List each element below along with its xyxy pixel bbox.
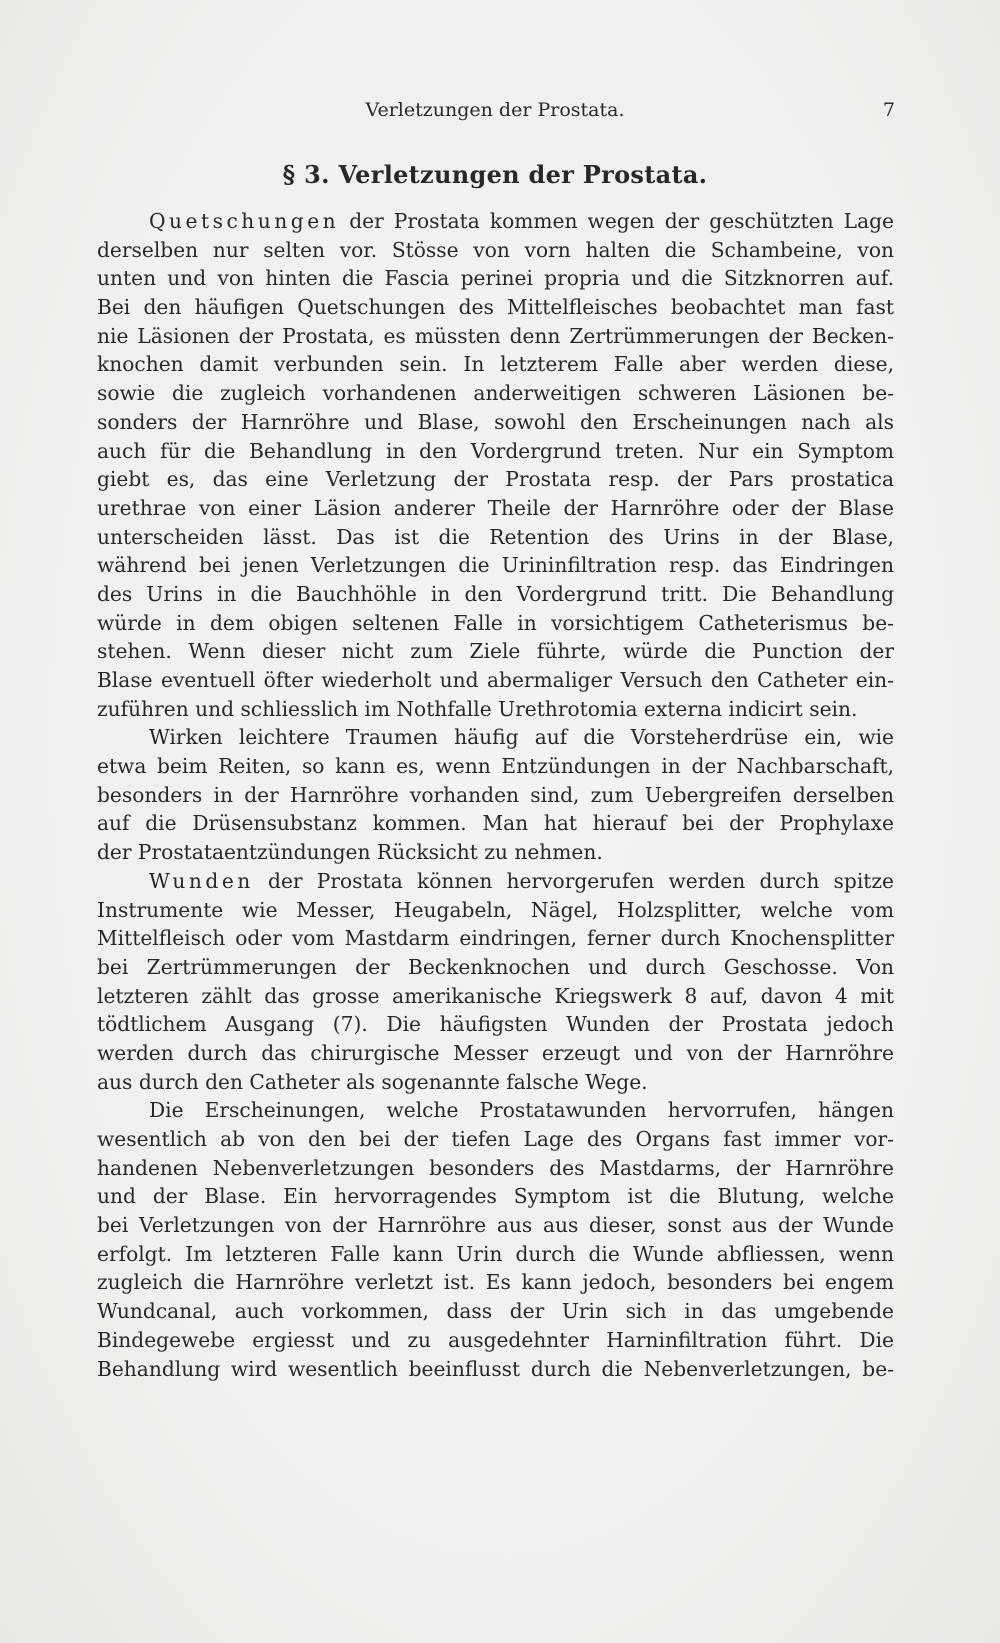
text-line: wesentlich ab von den bei der tiefen Lage des Organs fast immer vor- (97, 1127, 894, 1151)
text-line: letzteren zählt das grosse amerikanische Kriegswerk 8 auf, davon 4 mit (97, 983, 894, 1008)
text-line (97, 867, 894, 896)
text-line: des Urins in die Bauchhöhle in den Vordergrund tritt. Die Behandlung (97, 581, 894, 606)
text-line: Behandlung wird wesentlich beeinflusst durch die Nebenverletzungen, be- (97, 1356, 894, 1381)
lead-word: Wunden (149, 868, 254, 893)
text-line: Blase eventuell öfter wiederholt und abermaliger Versuch den Catheter ein- (97, 668, 894, 692)
line-rest: der Prostata können hervorgerufen werden durch spitze (253, 868, 894, 893)
text-line: unterscheiden lässt. Das ist die Retention des Urins in der Blase, (97, 524, 894, 549)
text-line: sowie die zugleich vorhandenen anderweitigen schweren Läsionen be- (97, 381, 894, 406)
text-line: erfolgt. Im letzteren Falle kann Urin durch die Wunde abfliessen, wenn (97, 1241, 894, 1266)
paragraph-traumen (97, 723, 894, 866)
text-line: der Prostataentzündungen Rücksicht zu nehmen. (97, 840, 603, 865)
text-line: bei Verletzungen von der Harnröhre aus aus dieser, sonst aus der Wunde (97, 1213, 894, 1238)
text-line: würde in dem obigen seltenen Falle in vorsichtigem Catheterismus be- (97, 610, 894, 635)
text-line: werden durch das chirurgische Messer erzeugt und von der Harnröhre (97, 1040, 894, 1065)
text-line: Instrumente wie Messer, Heugabeln, Nägel, Holzsplitter, welche vom (97, 897, 894, 922)
paragraph-wunden (97, 867, 894, 1097)
text-line: Die Erscheinungen, welche Prostatawunden hervorrufen, hängen (149, 1098, 894, 1123)
text-line: giebt es, das eine Verletzung der Prostata resp. der Pars prostatica (97, 467, 894, 492)
text-line: stehen. Wenn dieser nicht zum Ziele führte, würde die Punction der (97, 639, 894, 664)
text-line: bei Zertrümmerungen der Beckenknochen und durch Geschosse. Von (97, 954, 894, 979)
page-number: 7 (882, 99, 895, 121)
text-line: urethrae von einer Läsion anderer Theile der Harnröhre oder der Blase (97, 495, 894, 520)
paragraph-erscheinungen (97, 1096, 894, 1383)
text-line: tödtlichem Ausgang (7). Die häufigsten Wunden der Prostata jedoch (97, 1012, 894, 1037)
text-line: unten und von hinten die Fascia perinei propria und die Sitzknorren auf. (97, 266, 894, 291)
text-line: knochen damit verbunden sein. In letzterem Falle aber werden diese, (97, 352, 894, 377)
text-line: Bei den häufigen Quetschungen des Mittelfleisches beobachtet man fast (97, 295, 894, 320)
text-line: Bindegewebe ergiesst und zu ausgedehnter Harninfiltration führt. Die (97, 1327, 894, 1352)
text-line: und der Blase. Ein hervorragendes Symptom ist die Blutung, welche (97, 1184, 894, 1209)
text-line: zugleich die Harnröhre verletzt ist. Es kann jedoch, besonders bei engem (97, 1270, 894, 1295)
text-line: Wirken leichtere Traumen häufig auf die Vorsteherdrüse ein, wie (149, 725, 894, 750)
text-line: derselben nur selten vor. Stösse von vorn halten die Schambeine, von (97, 237, 894, 262)
text-line: nie Läsionen der Prostata, es müssten denn Zertrümmerungen der Becken- (97, 323, 894, 348)
line-rest: der Prostata kommen wegen der geschützten Lage (339, 209, 894, 233)
running-header (95, 96, 895, 124)
text-line: sonders der Harnröhre und Blase, sowohl den Erscheinungen nach als (97, 409, 894, 434)
text-line: etwa beim Reiten, so kann es, wenn Entzündungen in der Nachbarschaft, (97, 754, 894, 779)
text-line: Wundcanal, auch vorkommen, dass der Urin sich in das umgebende (97, 1299, 894, 1324)
text-line: handenen Nebenverletzungen besonders des Mastdarms, der Harnröhre (97, 1155, 894, 1180)
text-line: aus durch den Catheter als sogenannte falsche Wege. (97, 1069, 648, 1094)
running-title: Verletzungen der Prostata. (365, 99, 625, 121)
text-line: Mittelfleisch oder vom Mastdarm eindringen, ferner durch Knochensplitter (97, 926, 894, 951)
text-line: während bei jenen Verletzungen die Urininfiltration resp. das Eindringen (97, 553, 894, 578)
text-line: zuführen und schliesslich im Nothfalle Urethrotomia externa indicirt sein. (97, 696, 858, 721)
paragraph-quetschungen (97, 207, 894, 723)
section-heading: § 3. Verletzungen der Prostata. (282, 160, 708, 189)
body-text (97, 207, 894, 1383)
text-line: auch für die Behandlung in den Vordergrund treten. Nur ein Symptom (97, 438, 894, 463)
text-line: auf die Drüsensubstanz kommen. Man hat hierauf bei der Prophylaxe (97, 811, 894, 836)
lead-word: Quetschungen (149, 209, 340, 233)
text-line: besonders in der Harnröhre vorhanden sind, zum Uebergreifen derselben (97, 782, 894, 807)
text-line (97, 207, 894, 236)
